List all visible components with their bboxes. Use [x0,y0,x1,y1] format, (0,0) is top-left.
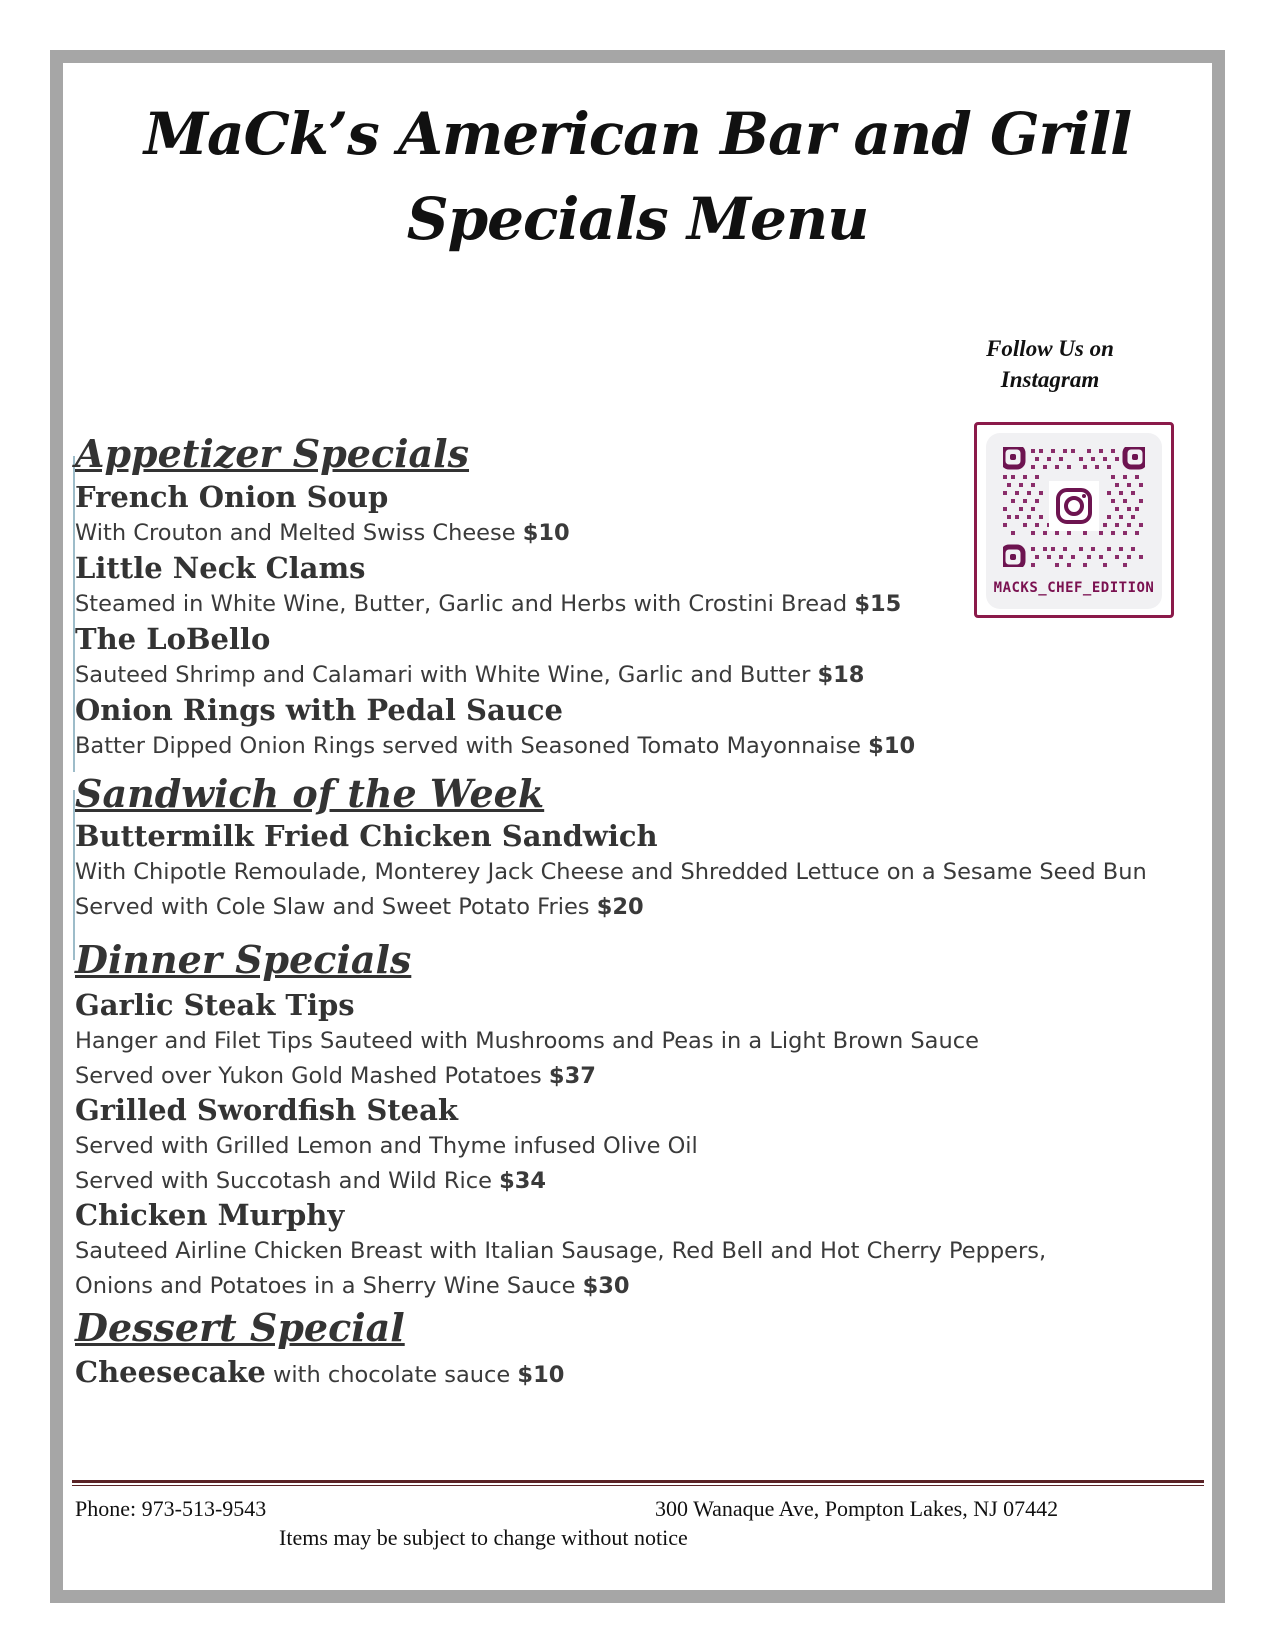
item-price: $15 [854,591,902,617]
item-desc: With Chipotle Remoulade, Monterey Jack Cheese and Shredded Lettuce on a Sesame Seed Bun [75,859,1147,885]
footer-divider [72,1485,1204,1486]
item-name: Garlic Steak Tips [75,988,355,1022]
section-title-sandwich: Sandwich of the Week [75,771,545,816]
instagram-handle: MACKS_CHEF_EDITION [993,580,1155,596]
item-desc: Batter Dipped Onion Rings served with Seasoned Tomato Mayonnaise [75,733,862,759]
menu-item [75,1092,698,1199]
item-price: $18 [817,662,865,688]
item-price: $10 [868,733,916,759]
item-desc: Hanger and Filet Tips Sauteed with Mushrooms and Peas in a Light Brown Sauce [75,1028,979,1054]
section-title-dinner: Dinner Specials [75,937,412,982]
item-desc: Served with Grilled Lemon and Thyme infused Olive Oil [75,1133,698,1159]
menu-title: Specials Menu [406,185,869,253]
item-desc: Served over Yukon Gold Mashed Potatoes [75,1063,542,1089]
item-desc: with chocolate sauce [273,1362,511,1388]
item-name: French Onion Soup [75,480,389,514]
section-title-dessert: Dessert Special [75,1305,405,1350]
address: 300 Wanaque Ave, Pompton Lakes, NJ 07442 [655,1496,1059,1521]
menu-item [75,621,864,693]
item-name: Cheesecake [75,1355,266,1389]
instagram-follow-text: Follow Us on Instagram [986,336,1114,392]
menu-item [75,550,901,622]
item-desc: Served with Succotash and Wild Rice [75,1168,492,1194]
item-price: $10 [522,520,570,546]
sandwich-section [75,770,544,818]
item-name: Chicken Murphy [75,1198,345,1232]
dessert-section [75,1304,405,1352]
item-price: $10 [517,1362,565,1388]
item-price: $37 [548,1063,596,1089]
item-name: Little Neck Clams [75,551,366,585]
item-name: Buttermilk Fried Chicken Sandwich [75,819,658,853]
item-desc: Sauteed Airline Chicken Breast with Italian Sausage, Red Bell and Hot Cherry Peppers, [75,1238,1047,1264]
menu-item [75,1197,1046,1304]
item-desc: Steamed in White Wine, Butter, Garlic and Herbs with Crostini Bread [75,591,848,617]
section-title-appetizers: Appetizer Specials [75,431,470,476]
instagram-qr-code[interactable] [974,422,1174,618]
item-desc: With Crouton and Melted Swiss Cheese [75,520,516,546]
item-desc: Onions and Potatoes in a Sherry Wine Sauce [75,1273,576,1299]
item-price: $30 [582,1273,630,1299]
item-name: Grilled Swordfish Steak [75,1093,458,1127]
menu-item [75,1354,564,1394]
item-name: The LoBello [75,622,271,656]
menu-item [75,479,570,551]
footer-divider [72,1480,1204,1483]
change-notice: Items may be subject to change without notice [279,1525,688,1550]
qr-code-icon [1003,447,1145,567]
appetizer-section [75,430,469,478]
item-desc: Served with Cole Slaw and Sweet Potato Fries [75,894,590,920]
item-price: $20 [596,894,644,920]
menu-item [75,818,1147,925]
item-desc: Sauteed Shrimp and Calamari with White Wine, Garlic and Butter [75,662,811,688]
restaurant-title: MaCk’s American Bar and Grill [143,100,1132,168]
phone-number: Phone: 973-513-9543 [75,1496,267,1521]
menu-item [75,692,915,764]
item-price: $34 [499,1168,547,1194]
item-name: Onion Rings with Pedal Sauce [75,693,563,727]
dinner-section [75,936,411,984]
menu-item [75,987,979,1094]
